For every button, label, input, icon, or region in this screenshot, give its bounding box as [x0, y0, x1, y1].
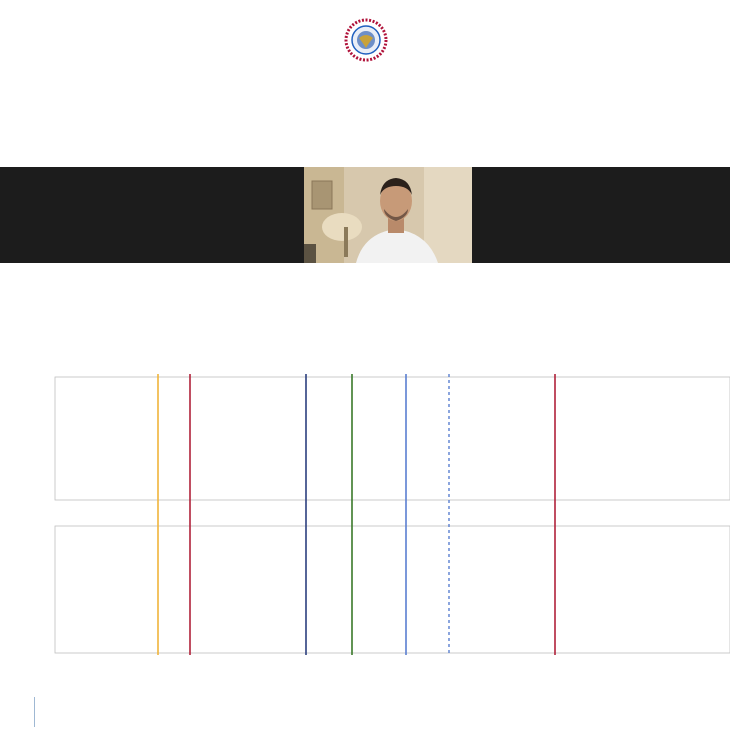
conference-emblem-icon	[344, 18, 388, 62]
participant-video-tile[interactable]	[304, 167, 472, 263]
participant-name-tag	[304, 244, 316, 263]
cumulative-plot-frame	[55, 526, 730, 653]
covid-cases-chart	[0, 300, 730, 700]
conference-banner	[0, 0, 730, 165]
footer-divider	[34, 697, 35, 727]
daily-cases-plot-frame	[55, 377, 730, 500]
speaker-video-feed	[304, 167, 472, 263]
